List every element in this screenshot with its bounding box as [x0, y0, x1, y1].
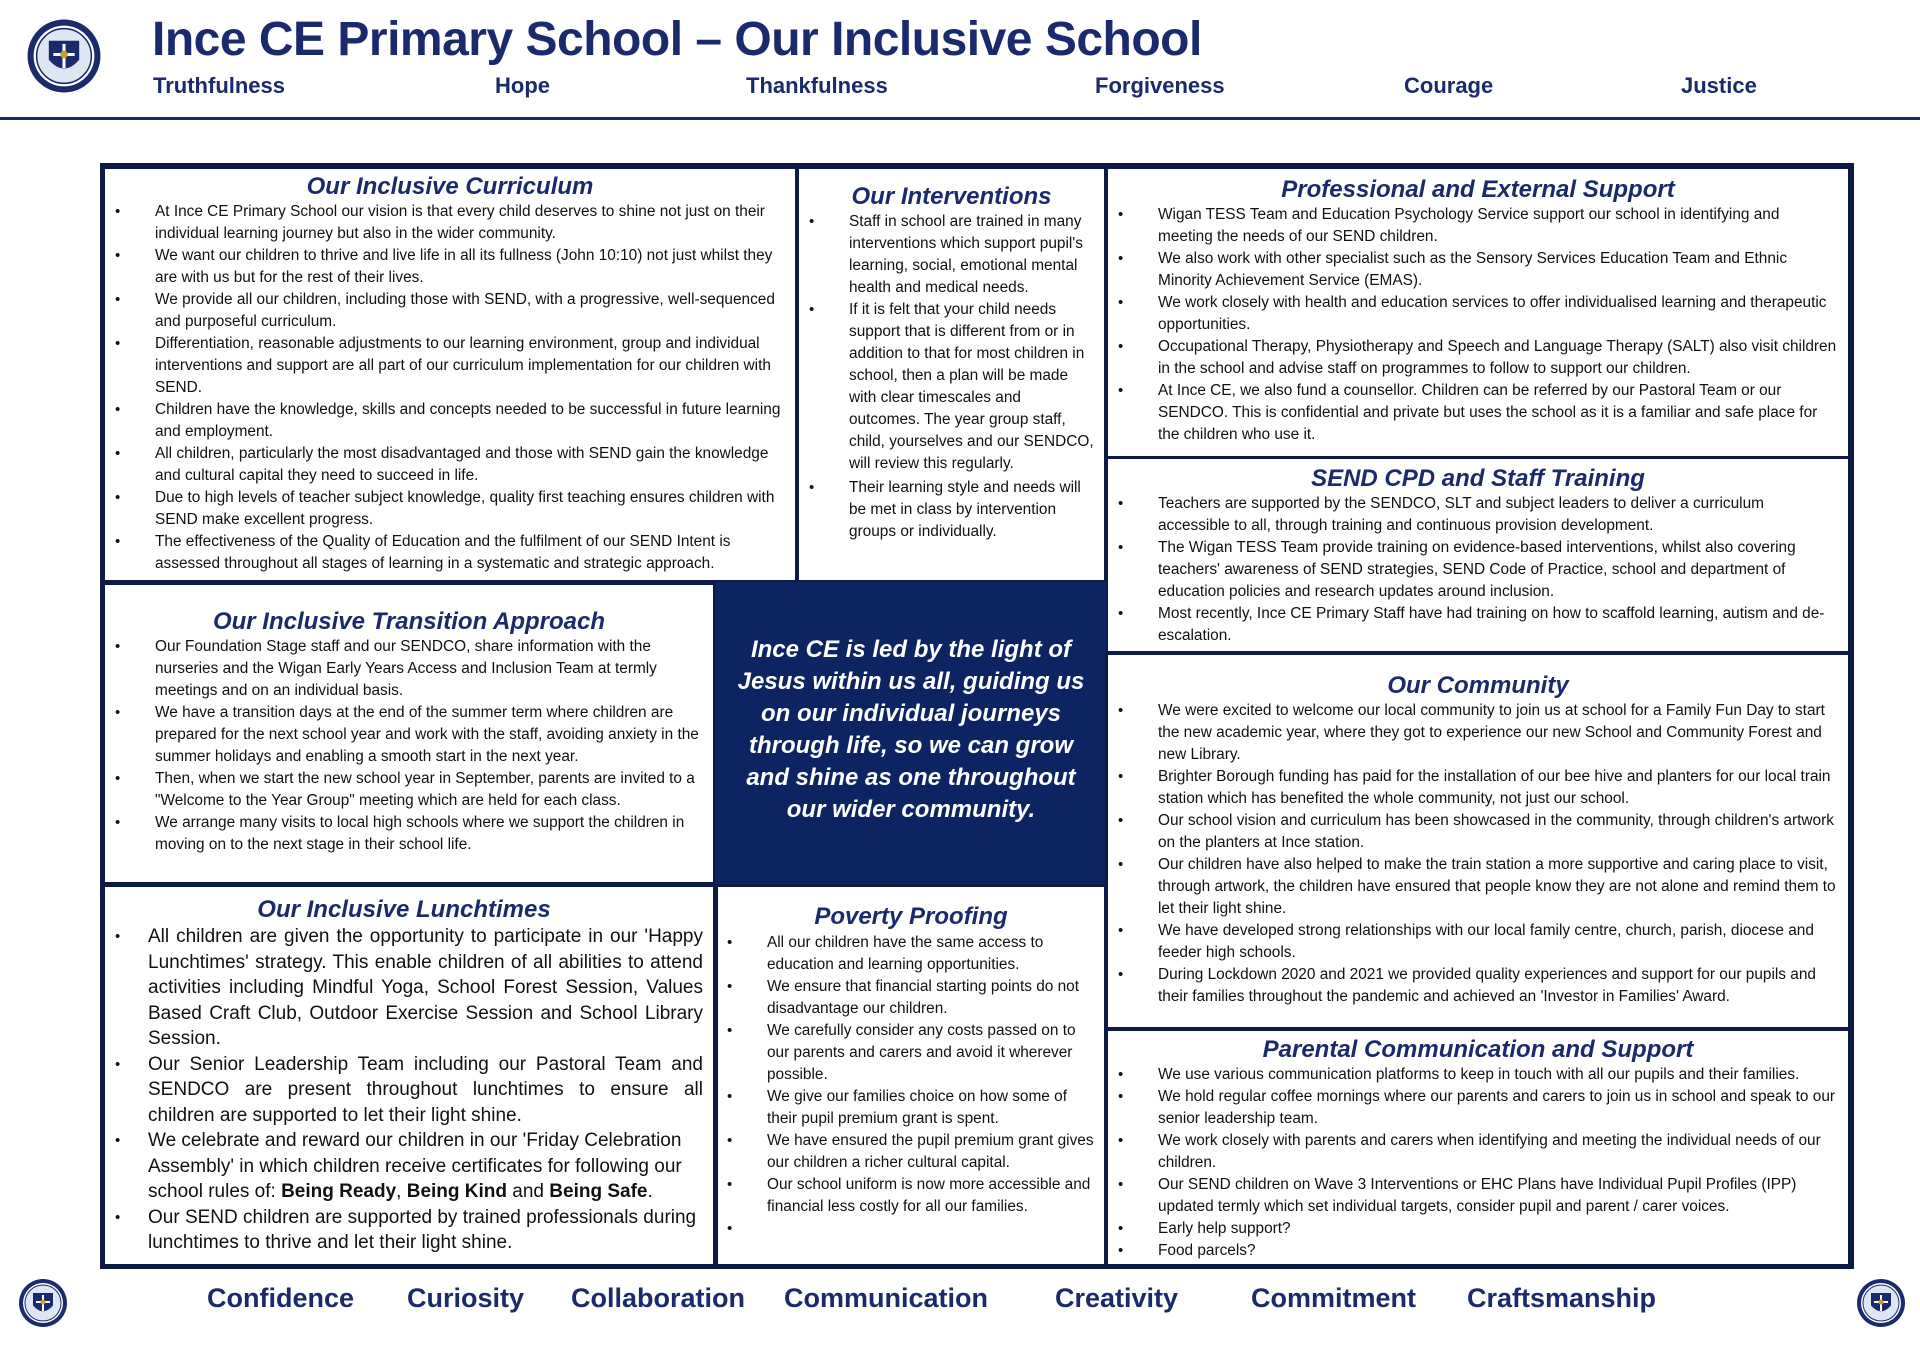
school-crest-icon — [26, 18, 102, 94]
list-item: • We provide all our children, including those with SEND, with a progressive, well-sequenced and purposeful curriculum. — [155, 289, 785, 333]
cpd-list — [1108, 493, 1848, 647]
poverty-proofing-panel — [715, 884, 1107, 1267]
school-crest-icon — [1856, 1278, 1906, 1328]
list-item: • If it is felt that your child needs support that is different from or in addition to that for most children in school, then a plan will be made with clear timescales and outcomes. The year group staff, child, yourselves and our SENDCO, will review this regularly. — [849, 299, 1096, 475]
rule-being-ready: Being Ready — [281, 1181, 397, 1202]
list-item: • The effectiveness of the Quality of Education and the fulfilment of our SEND Intent is assessed throughout all stages of learning in a systematic and strategic approach. — [155, 531, 785, 575]
transition-list — [105, 636, 713, 856]
value-thankfulness: Thankfulness — [746, 73, 888, 98]
rule-separator: , — [396, 1181, 407, 1202]
list-item: • Our school vision and curriculum has been showcased in the community, through children's artwork on the planters at Ince station. — [1158, 810, 1838, 854]
list-item: • Children have the knowledge, skills and concepts needed to be successful in future learning and employment. — [155, 399, 785, 443]
list-item: • We use various communication platforms to keep in touch with all our pupils and their families. — [1158, 1064, 1838, 1086]
list-item: • We carefully consider any costs passed on to our parents and carers and avoid it wherever possible. — [767, 1020, 1096, 1086]
celebrate-text: We celebrate and reward our children in our 'Friday Celebration Assembly' in which children receive certificates for following our school rules of: — [148, 1130, 682, 1202]
list-item: • Occupational Therapy, Physiotherapy and Speech and Language Therapy (SALT) also visit children in the school and advise staff on programmes to follow to support our children. — [1158, 336, 1838, 380]
parental-title: Parental Communication and Support — [1262, 1036, 1694, 1063]
list-item: • We want our children to thrive and live life in all its fullness (John 10:10) not just whilst they are with us but for the rest of their lives. — [155, 245, 785, 289]
list-item: • Due to high levels of teacher subject knowledge, quality first teaching ensures children with SEND make excellent progress. — [155, 487, 785, 531]
list-item: • Teachers are supported by the SENDCO, SLT and subject leaders to deliver a curriculum accessible to all, through training and continuous provision development. — [1158, 493, 1838, 537]
interventions-title: Our Interventions — [851, 183, 1052, 210]
cpd-panel — [1105, 456, 1851, 654]
list-item: • All children, particularly the most disadvantaged and those with SEND gain the knowledge and cultural capital they need to succeed in life. — [155, 443, 785, 487]
header-divider — [0, 117, 1920, 120]
list-item: • We give our families choice on how some of their pupil premium grant is spent. — [767, 1086, 1096, 1130]
poverty-proofing-title: Poverty Proofing — [814, 903, 1008, 930]
list-item: • Our SEND children are supported by trained professionals during lunchtimes to thrive and let their light shine. — [148, 1205, 703, 1256]
transition-panel — [102, 582, 716, 885]
professional-support-list — [1108, 204, 1848, 446]
list-item: • We have ensured the pupil premium grant gives our children a richer cultural capital. — [767, 1130, 1096, 1174]
curriculum-panel — [102, 166, 798, 583]
list-item: • Our Foundation Stage staff and our SENDCO, share information with the nurseries and the Wigan Early Years Access and Inclusion Team at termly meetings and on an individual basis. — [155, 636, 703, 702]
curriculum-title: Our Inclusive Curriculum — [306, 173, 594, 200]
page-title: Ince CE Primary School – Our Inclusive School — [152, 13, 1202, 66]
value-hope: Hope — [495, 73, 550, 98]
list-item: • All children are given the opportunity to participate in our 'Happy Lunchtimes' strategy. This enable children of all abilities to attend activities including Mindful Yoga, School Forest Session, Values Based Craft Club, Outdoor Exercise Session and School Library Session. — [148, 924, 703, 1052]
community-list — [1108, 700, 1848, 1008]
list-item: • Most recently, Ince CE Primary Staff have had training on how to scaffold learning, autism and de-escalation. — [1158, 603, 1838, 647]
parental-panel — [1105, 1028, 1851, 1267]
school-crest-icon — [18, 1278, 68, 1328]
list-item: • We ensure that financial starting points do not disadvantage our children. — [767, 976, 1096, 1020]
list-item: • We have developed strong relationships with our local family centre, church, parish, diocese and feeder high schools. — [1158, 920, 1838, 964]
value-truthfulness: Truthfulness — [153, 73, 286, 98]
list-item: • During Lockdown 2020 and 2021 we provided quality experiences and support for our pupils and their families throughout the pandemic and achieved an 'Investor in Families' Award. — [1158, 964, 1838, 1008]
professional-support-title: Professional and External Support — [1281, 176, 1675, 203]
interventions-panel — [796, 166, 1107, 583]
lunchtimes-list — [105, 924, 713, 1256]
footer-value-curiosity: Curiosity — [407, 1283, 525, 1313]
list-item: • Differentiation, reasonable adjustments to our learning environment, group and individual interventions and support are all part of our curriculum implementation for our children with SEND. — [155, 333, 785, 399]
list-item: • Brighter Borough funding has paid for the installation of our bee hive and planters for our local train station which has benefited the whole community, not just our school. — [1158, 766, 1838, 810]
list-item: • Our SEND children on Wave 3 Interventions or EHC Plans have Individual Pupil Profiles (IPP) updated termly which set individual targets, consider pupil and parent / carer voices. — [1158, 1174, 1838, 1218]
parental-list — [1108, 1064, 1848, 1262]
rule-being-kind: Being Kind — [406, 1181, 508, 1202]
list-item: • Their learning style and needs will be met in class by intervention groups or individually. — [849, 477, 1096, 543]
interventions-list — [799, 211, 1104, 543]
list-item: • At Ince CE Primary School our vision is that every child deserves to shine not just on their individual learning journey but also in the wider community. — [155, 201, 785, 245]
curriculum-list — [105, 201, 795, 575]
list-item — [767, 1218, 1096, 1240]
professional-support-panel — [1105, 166, 1851, 459]
list-item: • Then, when we start the new school year in September, parents are invited to a "Welcome to the Year Group" meeting which are held for each class. — [155, 768, 703, 812]
value-forgiveness: Forgiveness — [1095, 73, 1225, 98]
rule-being-safe: Being Safe — [549, 1181, 648, 1202]
list-item — [148, 1128, 703, 1205]
list-item: • The Wigan TESS Team provide training on evidence-based interventions, whilst also covering teachers' awareness of SEND strategies, SEND Code of Practice, school and department of education policies and research updates around inclusion. — [1158, 537, 1838, 603]
poverty-proofing-list — [718, 932, 1104, 1240]
list-item: • All our children have the same access to education and learning opportunities. — [767, 932, 1096, 976]
list-item: • Our school uniform is now more accessible and financial less costly for all our families. — [767, 1174, 1096, 1218]
footer-value-confidence: Confidence — [207, 1283, 355, 1313]
value-justice: Justice — [1681, 73, 1757, 98]
footer-value-communication: Communication — [784, 1283, 989, 1313]
lunchtimes-panel — [102, 884, 716, 1267]
list-item: • Our Senior Leadership Team including our Pastoral Team and SENDCO are present throughout lunchtimes to ensure all children are supported to let their light shine. — [148, 1052, 703, 1129]
footer-value-craftsmanship: Craftsmanship — [1467, 1283, 1657, 1313]
list-item: • We have a transition days at the end of the summer term where children are prepared for the next school year and work with the staff, avoiding anxiety in the summer holidays and enabling a smooth start in the next year. — [155, 702, 703, 768]
motto-text: Ince CE is led by the light of Jesus within us all, guiding us on our individual journeys through life, so we can grow and shine as one throughout our wider community. — [737, 636, 1085, 823]
footer-value-collaboration: Collaboration — [571, 1283, 745, 1313]
transition-title: Our Inclusive Transition Approach — [212, 608, 606, 635]
footer-value-creativity: Creativity — [1055, 1283, 1179, 1313]
list-item: • At Ince CE, we also fund a counsellor. Children can be referred by our Pastoral Team or our SENDCO. This is confidential and private but uses the school as it is a familiar and safe place for the children who use it. — [1158, 380, 1838, 446]
list-item: • We also work with other specialist such as the Sensory Services Education Team and Ethnic Minority Achievement Service (EMAS). — [1158, 248, 1838, 292]
list-item: • Staff in school are trained in many interventions which support pupil's learning, social, emotional mental health and medical needs. — [849, 211, 1096, 299]
value-courage: Courage — [1404, 73, 1494, 98]
cpd-title: SEND CPD and Staff Training — [1311, 465, 1645, 492]
list-item: • We work closely with parents and carers when identifying and meeting the individual needs of our children. — [1158, 1130, 1838, 1174]
footer-value-commitment: Commitment — [1251, 1283, 1417, 1313]
community-panel — [1105, 652, 1851, 1030]
rule-separator: and — [507, 1181, 550, 1202]
list-item: • Wigan TESS Team and Education Psychology Service support our school in identifying and meeting the needs of our SEND children. — [1158, 204, 1838, 248]
lunchtimes-title: Our Inclusive Lunchtimes — [257, 896, 551, 923]
list-item: • We work closely with health and education services to offer individualised learning and therapeutic opportunities. — [1158, 292, 1838, 336]
community-title: Our Community — [1387, 672, 1569, 699]
motto-panel — [715, 582, 1107, 885]
list-item: • We hold regular coffee mornings where our parents and carers to join us in school and speak to our senior leadership team. — [1158, 1086, 1838, 1130]
list-item: • Food parcels? — [1158, 1240, 1838, 1262]
list-item: • Our children have also helped to make the train station a more supportive and caring place to visit, through artwork, the children have ensured that people know they are not alone and remind them to let their light shine. — [1158, 854, 1838, 920]
sentence-end: . — [647, 1181, 653, 1202]
list-item: • We were excited to welcome our local community to join us at school for a Family Fun Day to start the new academic year, where they got to experience our new School and Community Forest and new Library. — [1158, 700, 1838, 766]
list-item: • We arrange many visits to local high schools where we support the children in moving on to the next stage in their school life. — [155, 812, 703, 856]
list-item: • Early help support? — [1158, 1218, 1838, 1240]
